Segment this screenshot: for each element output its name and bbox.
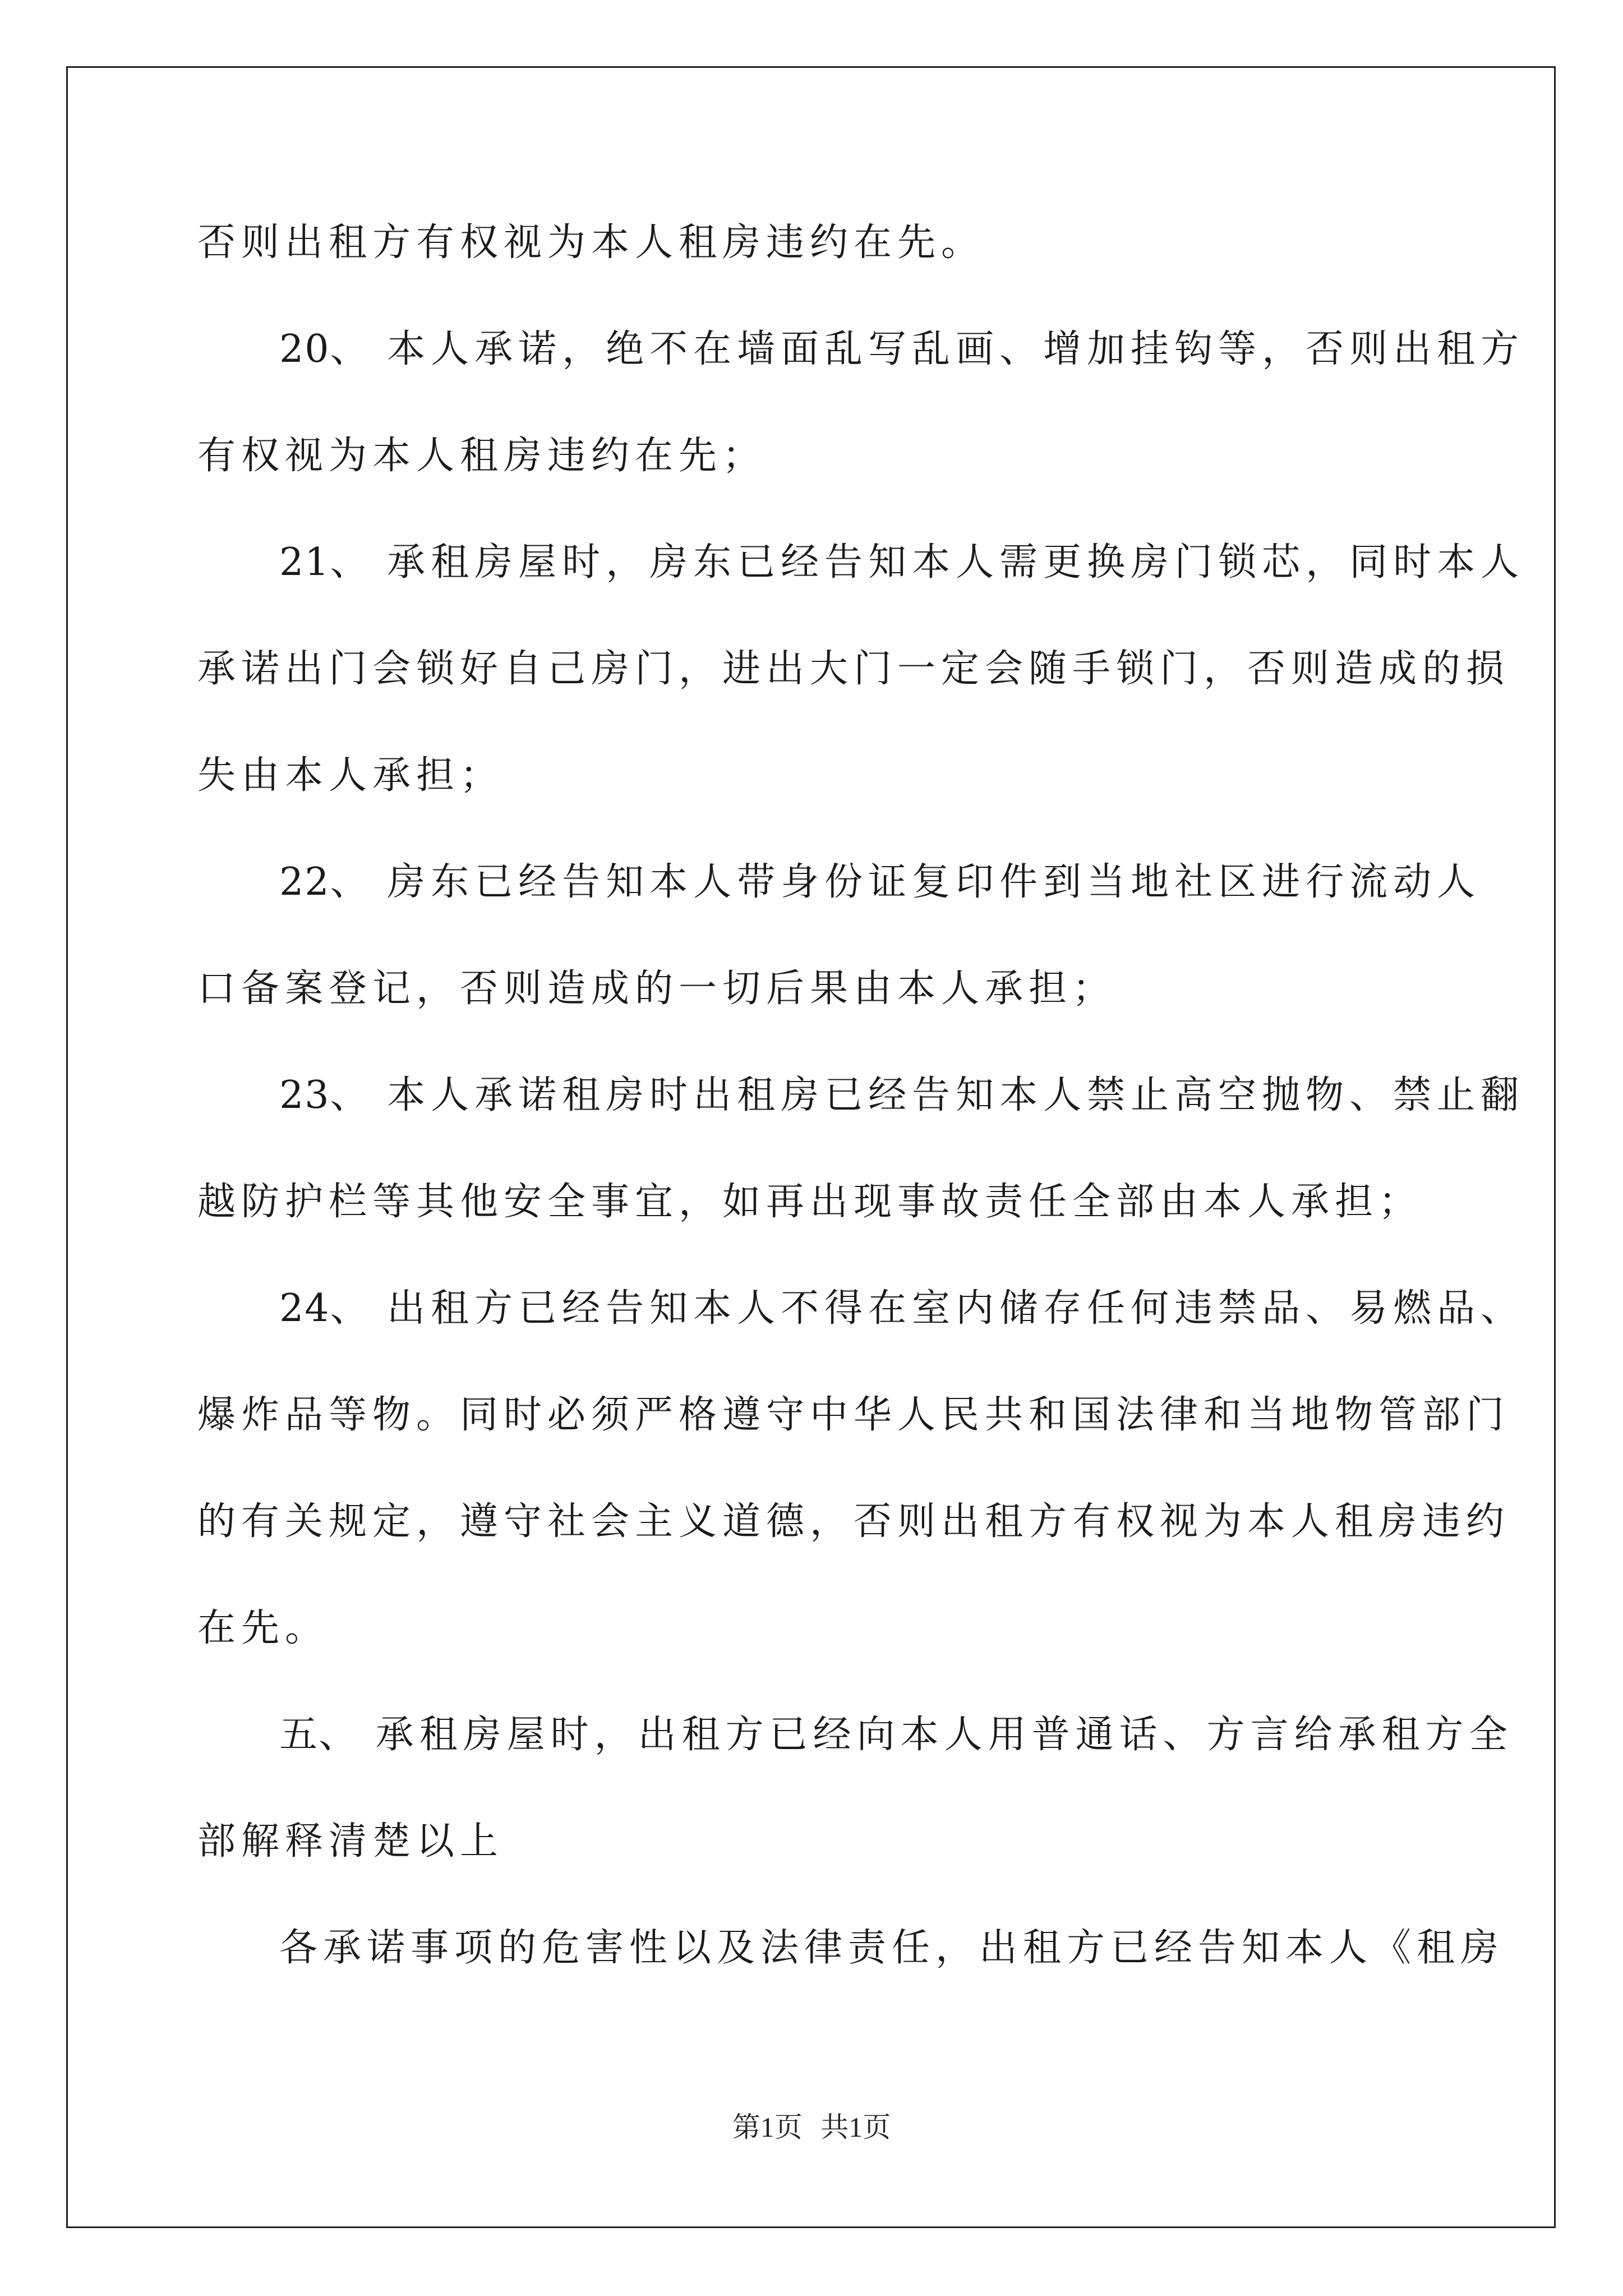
clause-number: 22、 (279, 860, 370, 904)
page-total: 共1页 (820, 2111, 891, 2143)
clause-22: 22、 房东已经告知本人带身份证复印件到当地社区进行流动人 (279, 860, 1481, 904)
clause-number: 五、 (279, 1713, 358, 1757)
document-body (197, 212, 1525, 2024)
text-line-13: 的有关规定，遵守社会主义道德，否则出租方有权视为本人租房违约 (197, 1499, 1510, 1544)
clause-24: 24、 出租方已经告知本人不得在室内储存任何违禁品、易燃品、 (279, 1286, 1525, 1331)
clause-number: 23、 (279, 1073, 370, 1117)
clause-five: 五、 承租房屋时，出租方已经向本人用普通话、方言给承租方全 (279, 1713, 1513, 1757)
clause-number: 21、 (279, 540, 370, 585)
text-line-5: 承诺出门会锁好自己房门，进出大门一定会随手锁门，否则造成的损 (197, 647, 1510, 691)
text-line-17: 各承诺事项的危害性以及法律责任，出租方已经告知本人《租房 (279, 1926, 1505, 1970)
clause-number: 24、 (279, 1286, 370, 1331)
clause-number: 20、 (279, 327, 370, 371)
text-line-12: 爆炸品等物。同时必须严格遵守中华人民共和国法律和当地物管部门 (197, 1393, 1510, 1437)
text-line-3: 有权视为本人租房违约在先； (197, 434, 767, 478)
text-line-16: 部解释清楚以上 (197, 1819, 504, 1864)
clause-21: 21、 承租房屋时，房东已经告知本人需更换房门锁芯，同时本人 (279, 540, 1525, 585)
clause-23: 23、 本人承诺租房时出租房已经告知本人禁止高空抛物、禁止翻 (279, 1073, 1525, 1117)
clause-20: 20、 本人承诺，绝不在墙面乱写乱画、增加挂钩等，否则出租方 (279, 327, 1525, 371)
text-line-1: 否则出租方有权视为本人租房违约在先。 (197, 220, 985, 265)
text-line-6: 失由本人承担； (197, 753, 504, 798)
text-line-14: 在先。 (197, 1606, 329, 1650)
page-number: 第1页 (732, 2111, 803, 2143)
page-footer (0, 2105, 1623, 2145)
text-line-8: 口备案登记，否则造成的一切后果由本人承担； (197, 967, 1117, 1011)
text-line-10: 越防护栏等其他安全事宜，如再出现事故责任全部由本人承担； (197, 1180, 1423, 1224)
